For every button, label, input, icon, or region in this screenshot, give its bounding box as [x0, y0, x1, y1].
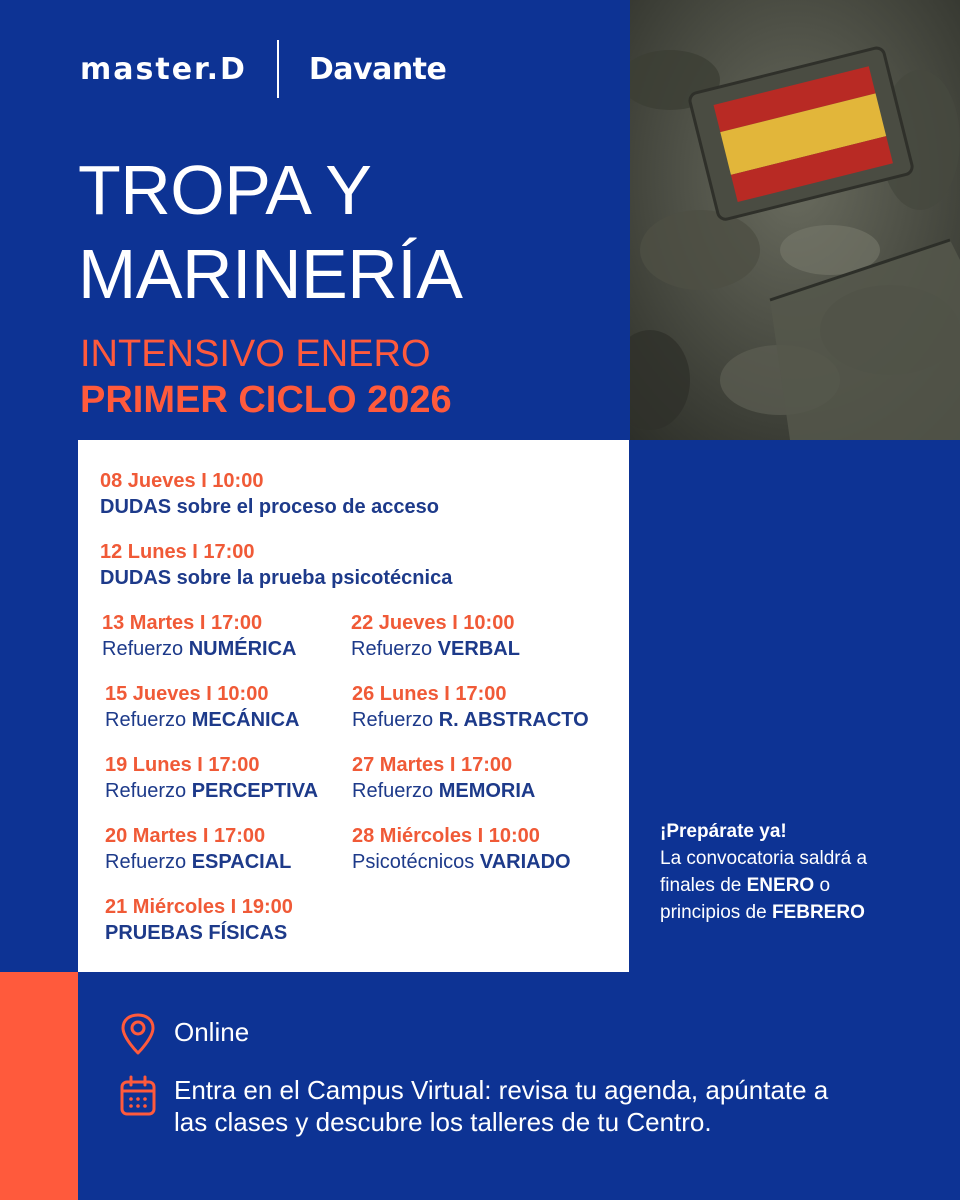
orange-accent-bar — [0, 972, 78, 1200]
entry-description — [352, 849, 571, 875]
entry-date: 21 Miércoles I 19:00 — [105, 896, 293, 918]
location-pin-icon — [118, 1012, 158, 1056]
note-text: finales de — [660, 875, 747, 896]
entry-prefix: Refuerzo — [102, 638, 189, 660]
schedule-entry — [352, 681, 589, 733]
campus-line: las clases y descubre los talleres de tu Centro. — [174, 1107, 712, 1137]
camouflage-flag-image — [630, 0, 960, 440]
note-highlight: FEBRERO — [771, 902, 865, 923]
entry-description — [105, 849, 291, 875]
note-highlight: ENERO — [746, 875, 815, 896]
subtitle-intensive: INTENSIVO ENERO — [80, 333, 431, 375]
schedule-entry — [105, 823, 291, 875]
entry-prefix: Refuerzo — [105, 851, 192, 873]
schedule-entry — [352, 752, 535, 804]
campus-line: Entra en el Campus Virtual: revisa tu agenda, apúntate a — [174, 1075, 829, 1105]
entry-description — [105, 707, 300, 733]
entry-topic: MECÁNICA — [191, 709, 300, 731]
entry-topic: R. ABSTRACTO — [438, 709, 589, 731]
announcement-note — [660, 818, 930, 926]
logo-divider — [277, 40, 279, 98]
note-heading: ¡Prepárate ya! — [660, 821, 787, 842]
entry-prefix: Psicotécnicos — [352, 851, 480, 873]
campus-text — [174, 1074, 828, 1138]
entry-topic: ESPACIAL — [191, 851, 292, 873]
entry-topic: VERBAL — [437, 638, 520, 660]
entry-description — [105, 778, 318, 804]
entry-description — [352, 707, 589, 733]
entry-date: 15 Jueves I 10:00 — [105, 683, 269, 705]
subtitle-cycle: PRIMER CICLO 2026 — [80, 379, 452, 421]
page-title — [78, 148, 462, 316]
schedule-entry — [102, 610, 297, 662]
entry-date: 22 Jueves I 10:00 — [351, 612, 515, 634]
schedule-entry — [100, 539, 452, 591]
campus-row — [118, 1074, 828, 1138]
entry-prefix: Refuerzo — [352, 780, 439, 802]
entry-topic: NUMÉRICA — [188, 638, 297, 660]
note-text: o — [814, 875, 831, 896]
brand-logos — [80, 40, 446, 98]
entry-topic: MEMORIA — [438, 780, 536, 802]
entry-description — [352, 778, 535, 804]
schedule-entry — [351, 610, 520, 662]
entry-prefix: Refuerzo — [105, 709, 192, 731]
schedule-card — [78, 440, 629, 972]
entry-date: 08 Jueves I 10:00 — [100, 470, 264, 492]
davante-logo: Davante — [308, 51, 447, 87]
schedule-entry — [105, 894, 293, 946]
entry-date: 13 Martes I 17:00 — [102, 612, 263, 634]
location-text: Online — [174, 1017, 250, 1047]
schedule-entry — [105, 681, 300, 733]
entry-date: 27 Martes I 17:00 — [352, 754, 513, 776]
uniform-flag-photo — [630, 0, 960, 440]
entry-date: 20 Martes I 17:00 — [105, 825, 266, 847]
entry-date: 26 Lunes I 17:00 — [352, 683, 507, 705]
entry-topic: VARIADO — [479, 851, 571, 873]
entry-date: 12 Lunes I 17:00 — [100, 541, 255, 563]
note-line — [660, 899, 930, 926]
calendar-icon — [118, 1074, 158, 1118]
entry-prefix: Refuerzo — [351, 638, 438, 660]
note-line: La convocatoria saldrá a — [660, 848, 868, 869]
entry-description — [351, 636, 520, 662]
entry-topic: PERCEPTIVA — [191, 780, 319, 802]
schedule-entry — [100, 468, 439, 520]
entry-description: DUDAS sobre el proceso de acceso — [100, 496, 440, 518]
entry-date: 19 Lunes I 17:00 — [105, 754, 260, 776]
entry-description: DUDAS sobre la prueba psicotécnica — [100, 567, 453, 589]
note-line — [660, 872, 930, 899]
masterd-logo: master.D — [80, 51, 247, 87]
entry-description: PRUEBAS FÍSICAS — [105, 922, 288, 944]
note-text: principios de — [660, 902, 772, 923]
schedule-entry — [105, 752, 318, 804]
entry-prefix: Refuerzo — [105, 780, 192, 802]
entry-prefix: Refuerzo — [352, 709, 439, 731]
entry-date: 28 Miércoles I 10:00 — [352, 825, 540, 847]
entry-description — [102, 636, 297, 662]
title-line-1: TROPA Y — [78, 151, 372, 229]
schedule-entry — [352, 823, 571, 875]
location-row — [118, 1012, 249, 1056]
title-line-2: MARINERÍA — [78, 235, 463, 313]
